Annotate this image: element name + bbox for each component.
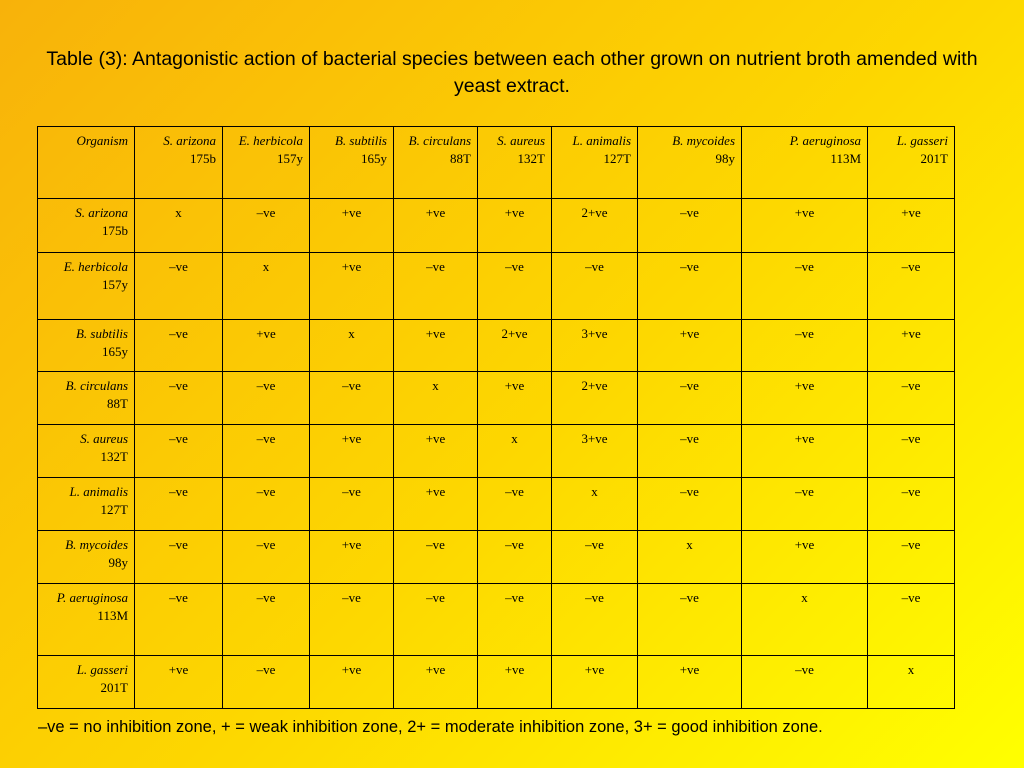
- table-cell: +ve: [478, 199, 552, 253]
- table-row: [38, 372, 955, 425]
- column-header: [394, 127, 478, 199]
- table-cell: –ve: [135, 253, 223, 320]
- table-cell: –ve: [135, 320, 223, 372]
- table-cell: x: [552, 478, 638, 531]
- table-cell: +ve: [310, 425, 394, 478]
- table-cell: x: [638, 531, 742, 584]
- table-row: [38, 584, 955, 656]
- table-row: [38, 656, 955, 709]
- row-strain: 127T: [100, 502, 128, 517]
- table-cell: +ve: [310, 199, 394, 253]
- row-header: [38, 531, 135, 584]
- column-strain: 157y: [277, 151, 303, 166]
- column-organism-name: B. circulans: [408, 133, 471, 148]
- column-header: [868, 127, 955, 199]
- column-organism-name: B. subtilis: [334, 133, 387, 148]
- table-cell: –ve: [742, 656, 868, 709]
- table-cell: +ve: [394, 478, 478, 531]
- table-cell: –ve: [310, 478, 394, 531]
- row-header: [38, 656, 135, 709]
- table-cell: –ve: [223, 656, 310, 709]
- table-cell: –ve: [135, 584, 223, 656]
- table-cell: x: [394, 372, 478, 425]
- header-row: [38, 127, 955, 199]
- column-strain: 113M: [830, 151, 861, 166]
- table-cell: +ve: [394, 425, 478, 478]
- table-row: [38, 253, 955, 320]
- table-cell: 3+ve: [552, 425, 638, 478]
- column-header: [638, 127, 742, 199]
- table-cell: +ve: [478, 656, 552, 709]
- table-cell: +ve: [638, 320, 742, 372]
- slide-title: Table (3): Antagonistic action of bacterial species between each other grown on nutrient broth amended with yeast extract.: [46, 48, 978, 97]
- row-strain: 98y: [108, 555, 128, 570]
- table-cell: –ve: [135, 478, 223, 531]
- column-header: [552, 127, 638, 199]
- row-organism-name: S. aureus: [80, 431, 128, 446]
- table-row: [38, 478, 955, 531]
- table-cell: –ve: [552, 584, 638, 656]
- table-cell: –ve: [868, 584, 955, 656]
- column-strain: 132T: [517, 151, 545, 166]
- row-header: [38, 253, 135, 320]
- table-cell: x: [742, 584, 868, 656]
- table-cell: +ve: [742, 199, 868, 253]
- column-header: [478, 127, 552, 199]
- column-strain: 98y: [715, 151, 735, 166]
- row-organism-name: P. aeruginosa: [56, 590, 128, 605]
- legend-footnote: –ve = no inhibition zone, + = weak inhibition zone, 2+ = moderate inhibition zone, 3+ = good inhibition zone.: [38, 718, 823, 736]
- column-strain: 127T: [603, 151, 631, 166]
- table-cell: –ve: [638, 478, 742, 531]
- table-cell: +ve: [552, 656, 638, 709]
- table-cell: –ve: [223, 584, 310, 656]
- table-cell: –ve: [742, 320, 868, 372]
- table-cell: +ve: [310, 656, 394, 709]
- table-cell: –ve: [223, 531, 310, 584]
- table-cell: –ve: [478, 478, 552, 531]
- table-cell: –ve: [135, 372, 223, 425]
- table-cell: +ve: [868, 199, 955, 253]
- row-header: [38, 199, 135, 253]
- table-cell: x: [135, 199, 223, 253]
- row-header: [38, 372, 135, 425]
- table-cell: –ve: [223, 425, 310, 478]
- table-cell: +ve: [742, 372, 868, 425]
- table-cell: 2+ve: [478, 320, 552, 372]
- table-cell: –ve: [223, 372, 310, 425]
- row-organism-name: L. animalis: [69, 484, 128, 499]
- column-organism-name: L. gasseri: [896, 133, 948, 148]
- table-cell: –ve: [223, 199, 310, 253]
- column-header: [310, 127, 394, 199]
- row-header: [38, 584, 135, 656]
- row-organism-name: E. herbicola: [63, 259, 128, 274]
- table-cell: –ve: [638, 425, 742, 478]
- row-organism-name: L. gasseri: [76, 662, 128, 677]
- table-cell: 2+ve: [552, 372, 638, 425]
- table-cell: –ve: [135, 531, 223, 584]
- table-cell: –ve: [638, 372, 742, 425]
- table-cell: +ve: [310, 531, 394, 584]
- table-cell: –ve: [223, 478, 310, 531]
- table-cell: +ve: [868, 320, 955, 372]
- column-organism-name: S. aureus: [497, 133, 545, 148]
- table-cell: x: [868, 656, 955, 709]
- row-organism-name: B. circulans: [65, 378, 128, 393]
- table-cell: +ve: [742, 425, 868, 478]
- table-cell: +ve: [223, 320, 310, 372]
- antagonism-table-container: [37, 126, 955, 709]
- column-strain: 201T: [920, 151, 948, 166]
- row-strain: 201T: [100, 680, 128, 695]
- row-organism-name: B. subtilis: [75, 326, 128, 341]
- table-cell: –ve: [868, 372, 955, 425]
- table-cell: –ve: [742, 478, 868, 531]
- table-cell: –ve: [310, 372, 394, 425]
- table-cell: –ve: [552, 253, 638, 320]
- column-strain: 175b: [190, 151, 216, 166]
- table-cell: –ve: [868, 531, 955, 584]
- table-cell: –ve: [638, 584, 742, 656]
- row-strain: 157y: [102, 277, 128, 292]
- column-organism-name: B. mycoides: [672, 133, 735, 148]
- column-header: [135, 127, 223, 199]
- table-cell: +ve: [742, 531, 868, 584]
- row-organism-name: S. arizona: [75, 205, 128, 220]
- column-organism-name: E. herbicola: [238, 133, 303, 148]
- table-cell: –ve: [394, 584, 478, 656]
- corner-header: [38, 127, 135, 199]
- table-cell: –ve: [394, 253, 478, 320]
- table-row: [38, 320, 955, 372]
- table-cell: +ve: [394, 320, 478, 372]
- table-cell: –ve: [135, 425, 223, 478]
- antagonism-table: [37, 126, 955, 709]
- row-organism-name: B. mycoides: [65, 537, 128, 552]
- row-strain: 88T: [107, 396, 128, 411]
- corner-label: Organism: [76, 133, 128, 148]
- table-cell: x: [478, 425, 552, 478]
- column-header: [223, 127, 310, 199]
- table-cell: –ve: [478, 253, 552, 320]
- table-cell: –ve: [868, 253, 955, 320]
- column-strain: 88T: [450, 151, 471, 166]
- table-cell: –ve: [394, 531, 478, 584]
- table-cell: +ve: [478, 372, 552, 425]
- table-cell: +ve: [135, 656, 223, 709]
- table-cell: –ve: [868, 478, 955, 531]
- row-header: [38, 320, 135, 372]
- table-cell: +ve: [638, 656, 742, 709]
- row-strain: 113M: [97, 608, 128, 623]
- table-cell: –ve: [868, 425, 955, 478]
- table-cell: 3+ve: [552, 320, 638, 372]
- row-header: [38, 425, 135, 478]
- row-header: [38, 478, 135, 531]
- table-cell: –ve: [478, 584, 552, 656]
- table-row: [38, 425, 955, 478]
- table-cell: 2+ve: [552, 199, 638, 253]
- table-cell: x: [223, 253, 310, 320]
- column-organism-name: L. animalis: [572, 133, 631, 148]
- column-header: [742, 127, 868, 199]
- table-body: [38, 199, 955, 709]
- table-row: [38, 531, 955, 584]
- table-cell: +ve: [310, 253, 394, 320]
- row-strain: 165y: [102, 344, 128, 359]
- table-row: [38, 199, 955, 253]
- column-organism-name: P. aeruginosa: [789, 133, 861, 148]
- row-strain: 175b: [102, 223, 128, 238]
- table-cell: +ve: [394, 199, 478, 253]
- table-cell: +ve: [394, 656, 478, 709]
- table-cell: –ve: [742, 253, 868, 320]
- table-cell: –ve: [638, 253, 742, 320]
- table-cell: –ve: [552, 531, 638, 584]
- column-strain: 165y: [361, 151, 387, 166]
- table-cell: x: [310, 320, 394, 372]
- table-cell: –ve: [478, 531, 552, 584]
- table-cell: –ve: [638, 199, 742, 253]
- column-organism-name: S. arizona: [163, 133, 216, 148]
- table-cell: –ve: [310, 584, 394, 656]
- row-strain: 132T: [100, 449, 128, 464]
